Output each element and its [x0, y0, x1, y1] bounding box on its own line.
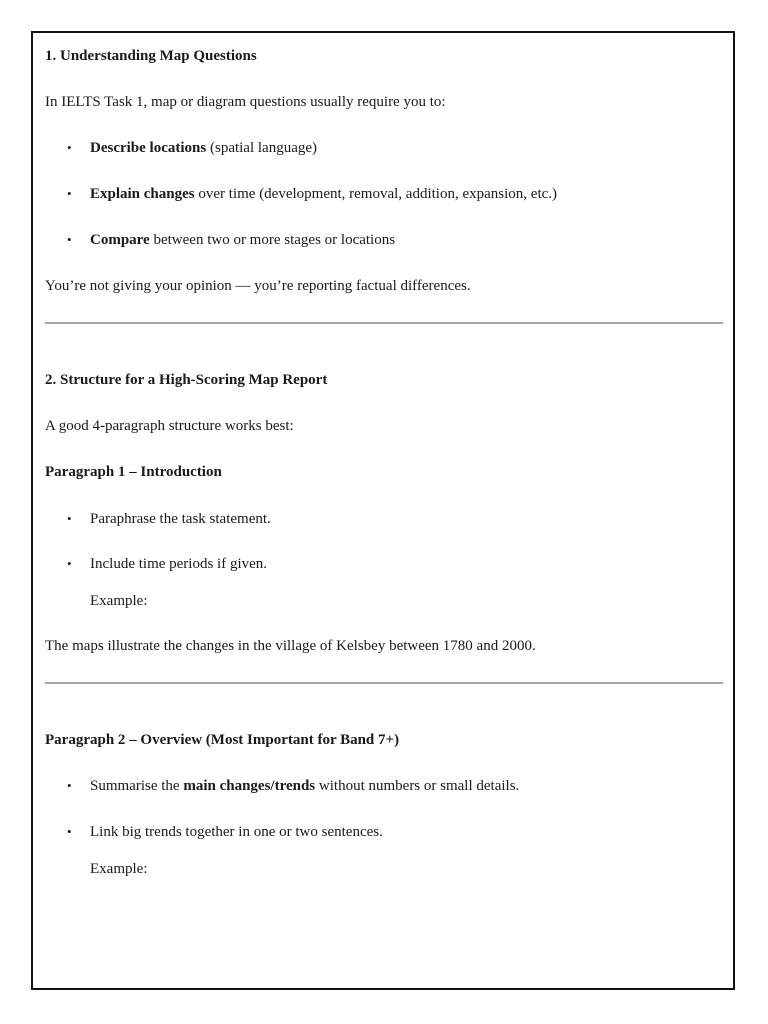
- example-label: Example:: [90, 593, 148, 609]
- section-1-closing: You’re not giving your opinion — you’re reporting factual differences.: [45, 278, 471, 294]
- bullet-bold-text: main changes/trends: [183, 778, 316, 794]
- bullet-icon: •: [67, 140, 72, 155]
- bullet-icon: •: [67, 232, 72, 247]
- bullet-icon: •: [67, 186, 72, 201]
- section-2-heading: 2. Structure for a High-Scoring Map Report: [45, 372, 328, 388]
- bullet-icon: •: [67, 824, 72, 839]
- bullet-text: Include time periods if given.: [90, 556, 268, 572]
- section-divider: [45, 322, 723, 324]
- bullet-icon: •: [67, 511, 72, 526]
- example-label: Example:: [90, 861, 148, 877]
- bullet-text: (spatial language): [206, 140, 318, 156]
- bullet-bold-text: Compare: [90, 232, 150, 248]
- section-1-heading: 1. Understanding Map Questions: [45, 48, 257, 64]
- bullet-bold-text: Describe locations: [90, 140, 207, 156]
- bullet-text: Summarise the: [90, 778, 184, 794]
- paragraph-1-heading: Paragraph 1 – Introduction: [45, 464, 222, 480]
- bullet-text: between two or more stages or locations: [149, 232, 396, 248]
- bullet-icon: •: [67, 778, 72, 793]
- bullet-icon: •: [67, 556, 72, 571]
- section-divider: [45, 682, 723, 684]
- bullet-text: Link big trends together in one or two sentences.: [90, 824, 383, 840]
- bullet-text: over time (development, removal, addition, expansion, etc.): [194, 186, 558, 202]
- bullet-text: without numbers or small details.: [315, 778, 520, 794]
- example-text: The maps illustrate the changes in the village of Kelsbey between 1780 and 2000.: [45, 638, 536, 654]
- section-2-intro: A good 4-paragraph structure works best:: [45, 418, 294, 434]
- section-1-intro: In IELTS Task 1, map or diagram questions usually require you to:: [45, 94, 446, 110]
- bullet-text: Paraphrase the task statement.: [90, 511, 271, 527]
- bullet-bold-text: Explain changes: [90, 186, 195, 202]
- paragraph-2-heading: Paragraph 2 – Overview (Most Important for Band 7+): [45, 732, 400, 748]
